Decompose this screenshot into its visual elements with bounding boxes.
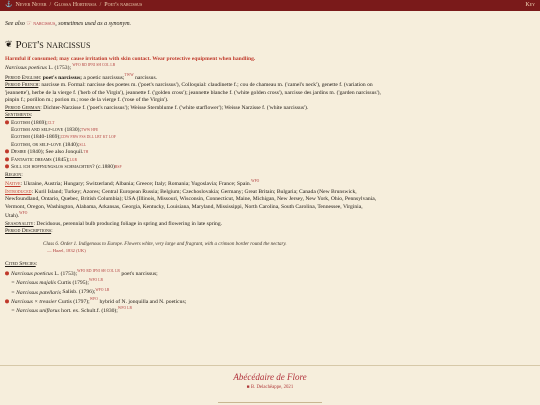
sentiment-text: Egotism and self-love [11,127,64,134]
trident-icon[interactable]: ⚓ [5,1,13,8]
quote-attribution: — Hazel, 1832 (UK) [47,248,86,254]
see-also-prefix: See also [5,21,25,27]
see-also-suffix: , sometimes used as a synonym. [55,21,132,27]
binomial-refs[interactable]: WFO RD IPNI SH COL LB [72,63,116,68]
sentiment-item [11,127,385,134]
entry-title: ❦ Poet's narcissus [5,39,91,51]
cited-species-section: Cited Species: Narcissus poeticus L. (1753);$^{WFO RD IPNI SH COL LB}$ poet's narcissus; = Narcissus majalis Curtis (1795);$^{WFO LB}$ = Narcissus patellaris Salisb. (1796);$^{WFO LB}$ Narcissus × treasier Curtis (1797);$^{WFO}$ hybrid of N. jonquilla and N. poeticus; = Narcissus uniflorus hort. ex. Schult.f. (1830);$^{WFO LB}$ [5,261,385,315]
cited-species-author: Salisb. (1796); [62,289,96,296]
breadcrumb-separator: / [99,1,102,8]
seasonality-label: Seasonality [5,220,34,227]
cited-species-author: L. (1753); [54,270,78,277]
sentiments-list [5,120,385,172]
period-french-row: Period French: narcisse m. Formal: narcisse des poetes m. ('poet's narcissus'), Colloquial: claudinette f.; cou de chameau m. ('camel's neck'), genette f. (variation on 'jeannette'), herbe de la vierge f. ('herb of the Virgin'), jeannette f. ('golden cross'); jeannette blanche f. ('white golden cross'), narcisse des jardins m. ('garden narcissus'), pinpin f.; porillon m.; porion m.; rose de la vierge f. ('rose of the Virgin'). [5,82,381,103]
cited-species-name: = Narcissus uniflorus [11,308,60,315]
sentiment-text: Egotism [11,134,30,141]
cited-species-name: Narcissus × treasier [11,298,57,305]
sentiment-text: Egotism, or self-love [11,141,62,148]
sentiment-ref[interactable]: TWW HFE [81,128,99,133]
cited-species-name: Narcissus poeticus [11,270,53,277]
region-label: Region [5,171,22,178]
period-description-quote [43,242,385,255]
cited-bullet-icon [5,271,9,275]
sentiment-date: (1830); [64,127,82,134]
sentiment-date: (c.1880) [96,163,115,170]
sentiment-text: Soll ich hoffnungslos schmachten? [11,163,95,170]
seasonality-text: Deciduous, perennial bulb producing foliage in spring and flowering in late spring. [36,220,223,227]
introduced-label: Introduced [5,188,32,195]
sentiment-ref[interactable]: CLT [47,120,55,125]
footer-title: Abécédaire de Flore [233,372,307,382]
cited-species-ref[interactable]: WFO RD IPNI SH COL LB [77,268,120,273]
sentiments-label: Sentiments [5,112,31,119]
sentiment-text: Fantastic dreams [11,156,52,163]
period-desc-label: Period Descriptions [5,228,52,235]
footer-underline [218,402,322,403]
sentiment-bullet-icon [5,120,9,124]
period-german-label: Period German [5,104,41,111]
sentiment-bullet-icon [5,157,9,161]
native-row: Native: Ukraine, Austria; Hungary; Switzerland; Albania; Greece; Italy; Romania; Yugoslavia; France; Spain.$^{WFO}$ [5,179,260,188]
harm-warning: Harmful if consumed; may cause irritation with skin contact. Wear protective equipment when handling. [5,55,256,62]
binomial-line [5,63,385,72]
sentiment-bullet-icon [5,150,9,154]
sentiment-text: Desire [11,149,27,156]
period-english-text: a poetic narcissus; [83,74,125,81]
sentiment-item [5,120,385,127]
cited-species-author: Curtis (1795); [57,280,89,287]
period-english-bold: poet's narcissus; [42,74,82,81]
sentiment-item [5,149,385,156]
native-label: Native [5,181,21,188]
page-footer [0,372,540,391]
period-english-row: Period English: poet's narcissus; a poetic narcissus;$^{TWW}$ narcissus. [5,72,158,81]
period-desc-row: Period Descriptions: [5,228,53,235]
region-row: Region: [5,171,23,178]
sentiment-bullet-icon [5,164,9,168]
cited-species-ref[interactable]: WFO LB [88,278,104,283]
binomial-author: L. (1753); [48,65,71,72]
see-also-note [5,21,131,29]
binomial-name: Narcissus poeticus [5,65,47,72]
sentiment-ref[interactable]: LGR [69,157,78,162]
breadcrumb-current: Poet's narcissus [104,1,143,8]
cited-species-note: poet's narcissus; [121,270,158,277]
breadcrumb-separator: / [49,1,52,8]
sentiment-date: (1840); [62,141,80,148]
seasonality-row: Seasonality: Deciduous, perennial bulb producing foliage in spring and flowering in late spring. [5,220,223,227]
introduced-row: Introduced: Kuril Island; Turkey; Azores; Central European Russia; Belgium; Czechoslovakia; Germany; Great Britain; Bulgaria; Canada (New Brunswick, Newfoundland, Ontario, Quebec, British Columbia); USA (Illinois, Missouri, Wisconsin, Connecticut, Maine, Michigan, New Jersey, New York, Ohio, Pennsylvania, Vermont, Oregon, Washington, Alabama, Arkansas, Georgia, Kentucky, Louisiana, Maryland, Mississippi, North Carolina, South Carolina, Tennessee, Virginia, Utah).$^{WFO}$ [5,188,377,219]
sentiment-item [11,134,385,141]
breadcrumb-never-never[interactable]: Never Never [15,1,47,8]
sentiment-ref[interactable]: BSP [114,164,122,169]
introduced-text: Kuril Island; Turkey; Azores; Central European Russia; Belgium; Czechoslovakia; Germany; Great Britain; Bulgaria; Canada (New Brunswick, Newfoundland, Ontario, Quebec, British Columbia); USA (Illinois, Missouri, Wisconsin, Connecticut, Maine, Michigan, New Jersey, New York, Ohio, Pennsylvania, Vermont, Oregon, Washington, Alabama, Arkansas, Georgia, Kentucky, Louisiana, Maryland, Mississippi, North Carolina, South Carolina, Tennessee, Virginia, Utah). [5,188,377,219]
sentiment-item [5,164,385,171]
cited-species-ref[interactable]: WFO LB [117,306,132,311]
period-french-text: narcisse m. Formal: narcisse des poetes m. ('poet's narcissus'), Colloquial: claudinette f.; cou de chameau m. ('camel's neck'), genette f. (variation on 'jeannette'), herbe de la vierge f. ('herb of the Virgin'), jeannette f. ('golden cross'); jeannette blanche f. ('white golden cross'), narcisse des jardins m. ('garden narcissus'), pinpin f.; porillon m.; porion m.; rose de la vierge f. ('rose of the Virgin'). [5,82,381,103]
see-also-link-narcissus[interactable]: ☞ narcissus [26,21,56,27]
sentiment-ref[interactable]: SLL [79,142,87,147]
cited-species-note: hybrid of N. jonquilla and N. poeticus; [99,298,187,305]
native-text: Ukraine, Austria; Hungary; Switzerland; Albania; Greece; Italy; Romania; Yugoslavia; France; Spain. [23,181,252,188]
sentiment-date: (1840); See also Jonquil. [27,149,84,156]
cited-species-item [11,278,385,287]
sentiment-date: (1840-1869); [31,134,61,141]
introduced-ref[interactable]: WFO [19,210,28,215]
cited-species-author: hort. ex. Schult.f. (1830); [61,308,118,315]
sentiments-label-row: Sentiments: [5,112,33,119]
cited-species-ref[interactable]: WFO [89,297,98,302]
period-english-ref[interactable]: TWW [124,72,134,77]
footer-subtitle: ■ B. Delachêappe, 2021 [246,384,294,390]
period-english-label: Period English [5,74,40,81]
breadcrumb-glossa-hortensia[interactable]: Glossa Hortensia [54,1,97,8]
quote-text: Class 6. Order 1. Indigenous to Europe. Flowers white, very large and fragrant, with a crimson border round the nectary. [43,241,287,247]
cited-species-ref[interactable]: WFO LB [95,287,110,292]
sentiment-date: (1869); [31,119,48,126]
sentiment-text: Egotism [11,119,30,126]
cited-species-item [5,297,385,306]
sentiment-ref[interactable]: CDW FBW FSS DLL LBT KT LOF [60,135,116,140]
period-german-row: Period German: Dichter-Narzisse f. ('poet's narcissus'); Weisse Sternblume f. ('white starflower'); Weisse Narzisse f. ('white narcissus'). [5,104,309,111]
cited-species-author: Curtis (1797); [58,298,90,305]
cited-species-label: Cited Species [5,261,36,268]
flower-icon: ❦ [5,39,13,50]
cited-species-item [11,306,385,315]
period-french-label: Period French [5,82,39,89]
cited-species-list [5,269,385,316]
period-german-text: Dichter-Narzisse f. ('poet's narcissus'); Weisse Sternblume f. ('white starflower'); Weisse Narzisse f. ('white narcissus'). [43,104,309,111]
cited-species-name: = Narcissus majalis [11,280,56,287]
period-english-tail: narcissus. [135,74,158,81]
cited-species-item [11,288,385,297]
sentiment-item [5,157,385,164]
sentiment-ref[interactable]: TH [83,150,89,155]
key-link[interactable]: Key [525,1,535,8]
entry-content [5,38,385,316]
native-ref[interactable]: WFO [251,179,260,184]
sentiment-date: (1845); [53,156,70,163]
cited-species-item [5,269,385,278]
cited-bullet-icon [5,299,9,303]
footer-divider [0,365,540,366]
cited-species-name: = Narcissus patellaris [11,289,61,296]
top-navigation-bar [0,0,540,11]
